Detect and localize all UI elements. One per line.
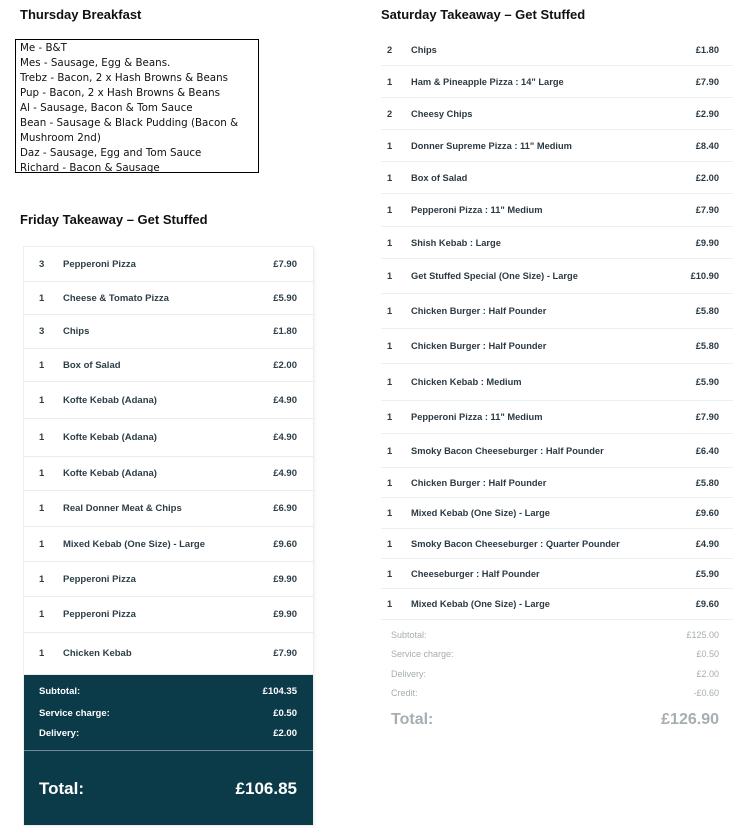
credit-label: Credit: xyxy=(391,688,418,698)
item-name: Chicken Burger : Half Pounder xyxy=(411,477,547,488)
item-name: Mixed Kebab (One Size) - Large xyxy=(411,599,550,609)
credit-value: -£0.60 xyxy=(693,688,719,698)
item-name: Chicken Kebab : Medium xyxy=(411,377,522,387)
item-quantity: 1 xyxy=(39,503,45,514)
item-price: £2.00 xyxy=(695,172,719,183)
item-quantity: 1 xyxy=(39,468,45,479)
item-price: £1.80 xyxy=(273,326,297,337)
item-quantity: 1 xyxy=(387,568,393,579)
friday-delivery-row xyxy=(39,728,297,739)
breakfast-order-box xyxy=(15,39,259,173)
order-item-row xyxy=(24,633,313,675)
item-name: Chips xyxy=(411,44,437,55)
order-item-row xyxy=(24,419,313,457)
item-quantity: 1 xyxy=(387,341,393,351)
saturday-delivery-row xyxy=(391,669,719,679)
order-item-row xyxy=(381,194,733,227)
saturday-item-list xyxy=(381,34,733,622)
item-price: £1.80 xyxy=(695,44,719,55)
order-item-row xyxy=(24,282,313,315)
delivery-label: Delivery: xyxy=(391,669,427,679)
item-quantity: 1 xyxy=(39,432,45,443)
item-price: £4.90 xyxy=(273,394,297,406)
item-name: Ham & Pineapple Pizza : 14" Large xyxy=(411,76,564,87)
saturday-receipt xyxy=(381,34,733,744)
order-item-row xyxy=(24,457,313,491)
item-price: £9.90 xyxy=(695,237,719,248)
item-quantity: 1 xyxy=(387,377,393,387)
item-price: £4.90 xyxy=(273,468,297,479)
item-name: Cheeseburger : Half Pounder xyxy=(411,568,540,579)
total-label: Total: xyxy=(391,711,434,728)
order-item-row xyxy=(381,498,733,529)
total-value: £126.90 xyxy=(661,711,719,728)
item-name: Pepperoni Pizza xyxy=(63,258,136,270)
item-name: Kofte Kebab (Adana) xyxy=(63,394,157,406)
saturday-subtotal-row xyxy=(391,630,719,640)
totals-divider xyxy=(24,750,313,751)
item-quantity: 1 xyxy=(387,271,393,281)
order-item-row xyxy=(24,315,313,349)
item-quantity: 1 xyxy=(387,538,393,549)
item-price: £9.60 xyxy=(273,538,297,550)
service-value: £0.50 xyxy=(273,708,297,719)
delivery-value: £2.00 xyxy=(273,728,297,739)
breakfast-line: Bean - Sausage & Black Pudding (Bacon & Mushroom 2nd) xyxy=(20,117,239,144)
order-item-row xyxy=(381,259,733,294)
item-price: £8.40 xyxy=(695,140,719,151)
item-price: £10.90 xyxy=(690,271,719,281)
delivery-value: £2.00 xyxy=(696,669,719,679)
item-name: Kofte Kebab (Adana) xyxy=(63,468,157,479)
order-item-row xyxy=(24,382,313,419)
order-item-row xyxy=(24,349,313,382)
friday-total-row xyxy=(39,779,297,799)
item-name: Pepperoni Pizza xyxy=(63,573,136,585)
item-quantity: 1 xyxy=(39,573,45,585)
item-quantity: 1 xyxy=(387,508,393,518)
item-quantity: 1 xyxy=(387,412,393,422)
order-item-row xyxy=(24,491,313,527)
saturday-credit-row xyxy=(391,688,719,698)
breakfast-line: Me - B&T xyxy=(20,42,67,54)
friday-item-list xyxy=(24,247,313,675)
item-quantity: 1 xyxy=(387,205,393,215)
delivery-label: Delivery: xyxy=(39,728,80,739)
item-quantity: 1 xyxy=(39,648,45,659)
item-name: Cheesy Chips xyxy=(411,108,473,119)
item-price: £7.90 xyxy=(273,648,297,659)
friday-receipt xyxy=(24,247,313,825)
item-quantity: 1 xyxy=(387,172,393,183)
total-label: Total: xyxy=(39,779,85,798)
item-quantity: 1 xyxy=(387,599,393,609)
item-price: £2.90 xyxy=(695,108,719,119)
order-item-row xyxy=(381,364,733,401)
subtotal-label: Subtotal: xyxy=(391,630,427,640)
item-quantity: 1 xyxy=(387,76,393,87)
order-item-row xyxy=(381,559,733,589)
order-item-row xyxy=(381,434,733,468)
item-price: £7.90 xyxy=(695,412,719,422)
order-item-row xyxy=(24,527,313,562)
order-item-row xyxy=(381,227,733,259)
item-quantity: 1 xyxy=(39,292,45,304)
item-price: £5.80 xyxy=(695,477,719,488)
item-name: Box of Salad xyxy=(411,172,468,183)
order-item-row xyxy=(381,329,733,364)
order-item-row xyxy=(381,66,733,98)
item-price: £4.90 xyxy=(273,432,297,443)
item-quantity: 1 xyxy=(39,394,45,406)
order-item-row xyxy=(381,589,733,620)
item-price: £2.00 xyxy=(273,359,297,371)
order-item-row xyxy=(24,247,313,282)
item-price: £5.90 xyxy=(695,568,719,579)
service-label: Service charge: xyxy=(39,708,110,719)
item-quantity: 1 xyxy=(387,237,393,248)
breakfast-line: Al - Sausage, Bacon & Tom Sauce xyxy=(20,102,193,114)
item-price: £7.90 xyxy=(273,258,297,270)
subtotal-label: Subtotal: xyxy=(39,686,81,697)
item-quantity: 1 xyxy=(39,538,45,550)
breakfast-line: Mes - Sausage, Egg & Beans. xyxy=(20,57,171,69)
item-name: Pepperoni Pizza xyxy=(63,609,136,620)
item-name: Mixed Kebab (One Size) - Large xyxy=(63,538,205,550)
item-quantity: 1 xyxy=(387,306,393,316)
friday-subtotal-row xyxy=(39,686,297,697)
saturday-title: Saturday Takeaway – Get Stuffed xyxy=(381,7,586,22)
item-quantity: 3 xyxy=(39,326,45,337)
friday-totals-panel xyxy=(24,675,313,825)
item-name: Smoky Bacon Cheeseburger : Half Pounder xyxy=(411,445,604,456)
thursday-title: Thursday Breakfast xyxy=(20,7,142,22)
order-item-row xyxy=(381,529,733,559)
item-name: Real Donner Meat & Chips xyxy=(63,503,182,514)
item-price: £6.40 xyxy=(695,445,719,456)
order-item-row xyxy=(24,562,313,597)
item-price: £5.90 xyxy=(273,292,297,304)
service-label: Service charge: xyxy=(391,649,454,659)
item-price: £9.90 xyxy=(273,573,297,585)
item-price: £9.60 xyxy=(695,599,719,609)
item-price: £5.80 xyxy=(695,306,719,316)
item-name: Pepperoni Pizza : 11" Medium xyxy=(411,412,543,422)
item-price: £9.60 xyxy=(695,508,719,518)
saturday-service-row xyxy=(391,649,719,659)
item-quantity: 1 xyxy=(39,359,45,371)
item-name: Get Stuffed Special (One Size) - Large xyxy=(411,271,578,281)
item-name: Shish Kebab : Large xyxy=(411,237,501,248)
item-name: Box of Salad xyxy=(63,359,121,371)
item-name: Kofte Kebab (Adana) xyxy=(63,432,157,443)
item-name: Donner Supreme Pizza : 11" Medium xyxy=(411,140,572,151)
item-name: Chips xyxy=(63,326,90,337)
item-name: Mixed Kebab (One Size) - Large xyxy=(411,508,550,518)
breakfast-line: Pup - Bacon, 2 x Hash Browns & Beans xyxy=(20,87,221,99)
item-price: £5.90 xyxy=(695,377,719,387)
service-value: £0.50 xyxy=(696,649,719,659)
order-item-row xyxy=(24,597,313,633)
item-price: £5.80 xyxy=(695,341,719,351)
item-price: £7.90 xyxy=(695,76,719,87)
order-item-row xyxy=(381,34,733,66)
item-quantity: 1 xyxy=(387,477,393,488)
item-name: Smoky Bacon Cheeseburger : Quarter Pounder xyxy=(411,538,620,549)
item-name: Chicken Burger : Half Pounder xyxy=(411,341,547,351)
total-value: £106.85 xyxy=(235,779,297,798)
item-quantity: 3 xyxy=(39,258,45,270)
item-quantity: 2 xyxy=(387,108,393,119)
breakfast-line: Trebz - Bacon, 2 x Hash Browns & Beans xyxy=(20,72,228,84)
item-name: Chicken Kebab xyxy=(63,648,132,659)
item-price: £4.90 xyxy=(695,538,719,549)
order-item-row xyxy=(381,468,733,498)
subtotal-value: £125.00 xyxy=(686,630,719,640)
item-price: £7.90 xyxy=(695,205,719,215)
item-name: Pepperoni Pizza : 11" Medium xyxy=(411,205,543,215)
saturday-total-row xyxy=(391,711,719,729)
subtotal-value: £104.35 xyxy=(262,686,297,697)
order-item-row xyxy=(381,130,733,162)
item-name: Cheese & Tomato Pizza xyxy=(63,292,169,304)
item-price: £6.90 xyxy=(273,503,297,514)
order-item-row xyxy=(381,294,733,329)
item-name: Chicken Burger : Half Pounder xyxy=(411,306,547,316)
order-item-row xyxy=(381,98,733,130)
order-item-row xyxy=(381,162,733,194)
item-price: £9.90 xyxy=(273,609,297,620)
friday-service-row xyxy=(39,708,297,719)
breakfast-line: Richard - Bacon & Sausage xyxy=(20,162,160,174)
item-quantity: 1 xyxy=(387,445,393,456)
friday-title: Friday Takeaway – Get Stuffed xyxy=(20,212,208,227)
breakfast-line: Daz - Sausage, Egg and Tom Sauce xyxy=(20,147,202,159)
item-quantity: 1 xyxy=(387,140,393,151)
order-item-row xyxy=(381,401,733,434)
item-quantity: 2 xyxy=(387,44,393,55)
item-quantity: 1 xyxy=(39,609,45,620)
